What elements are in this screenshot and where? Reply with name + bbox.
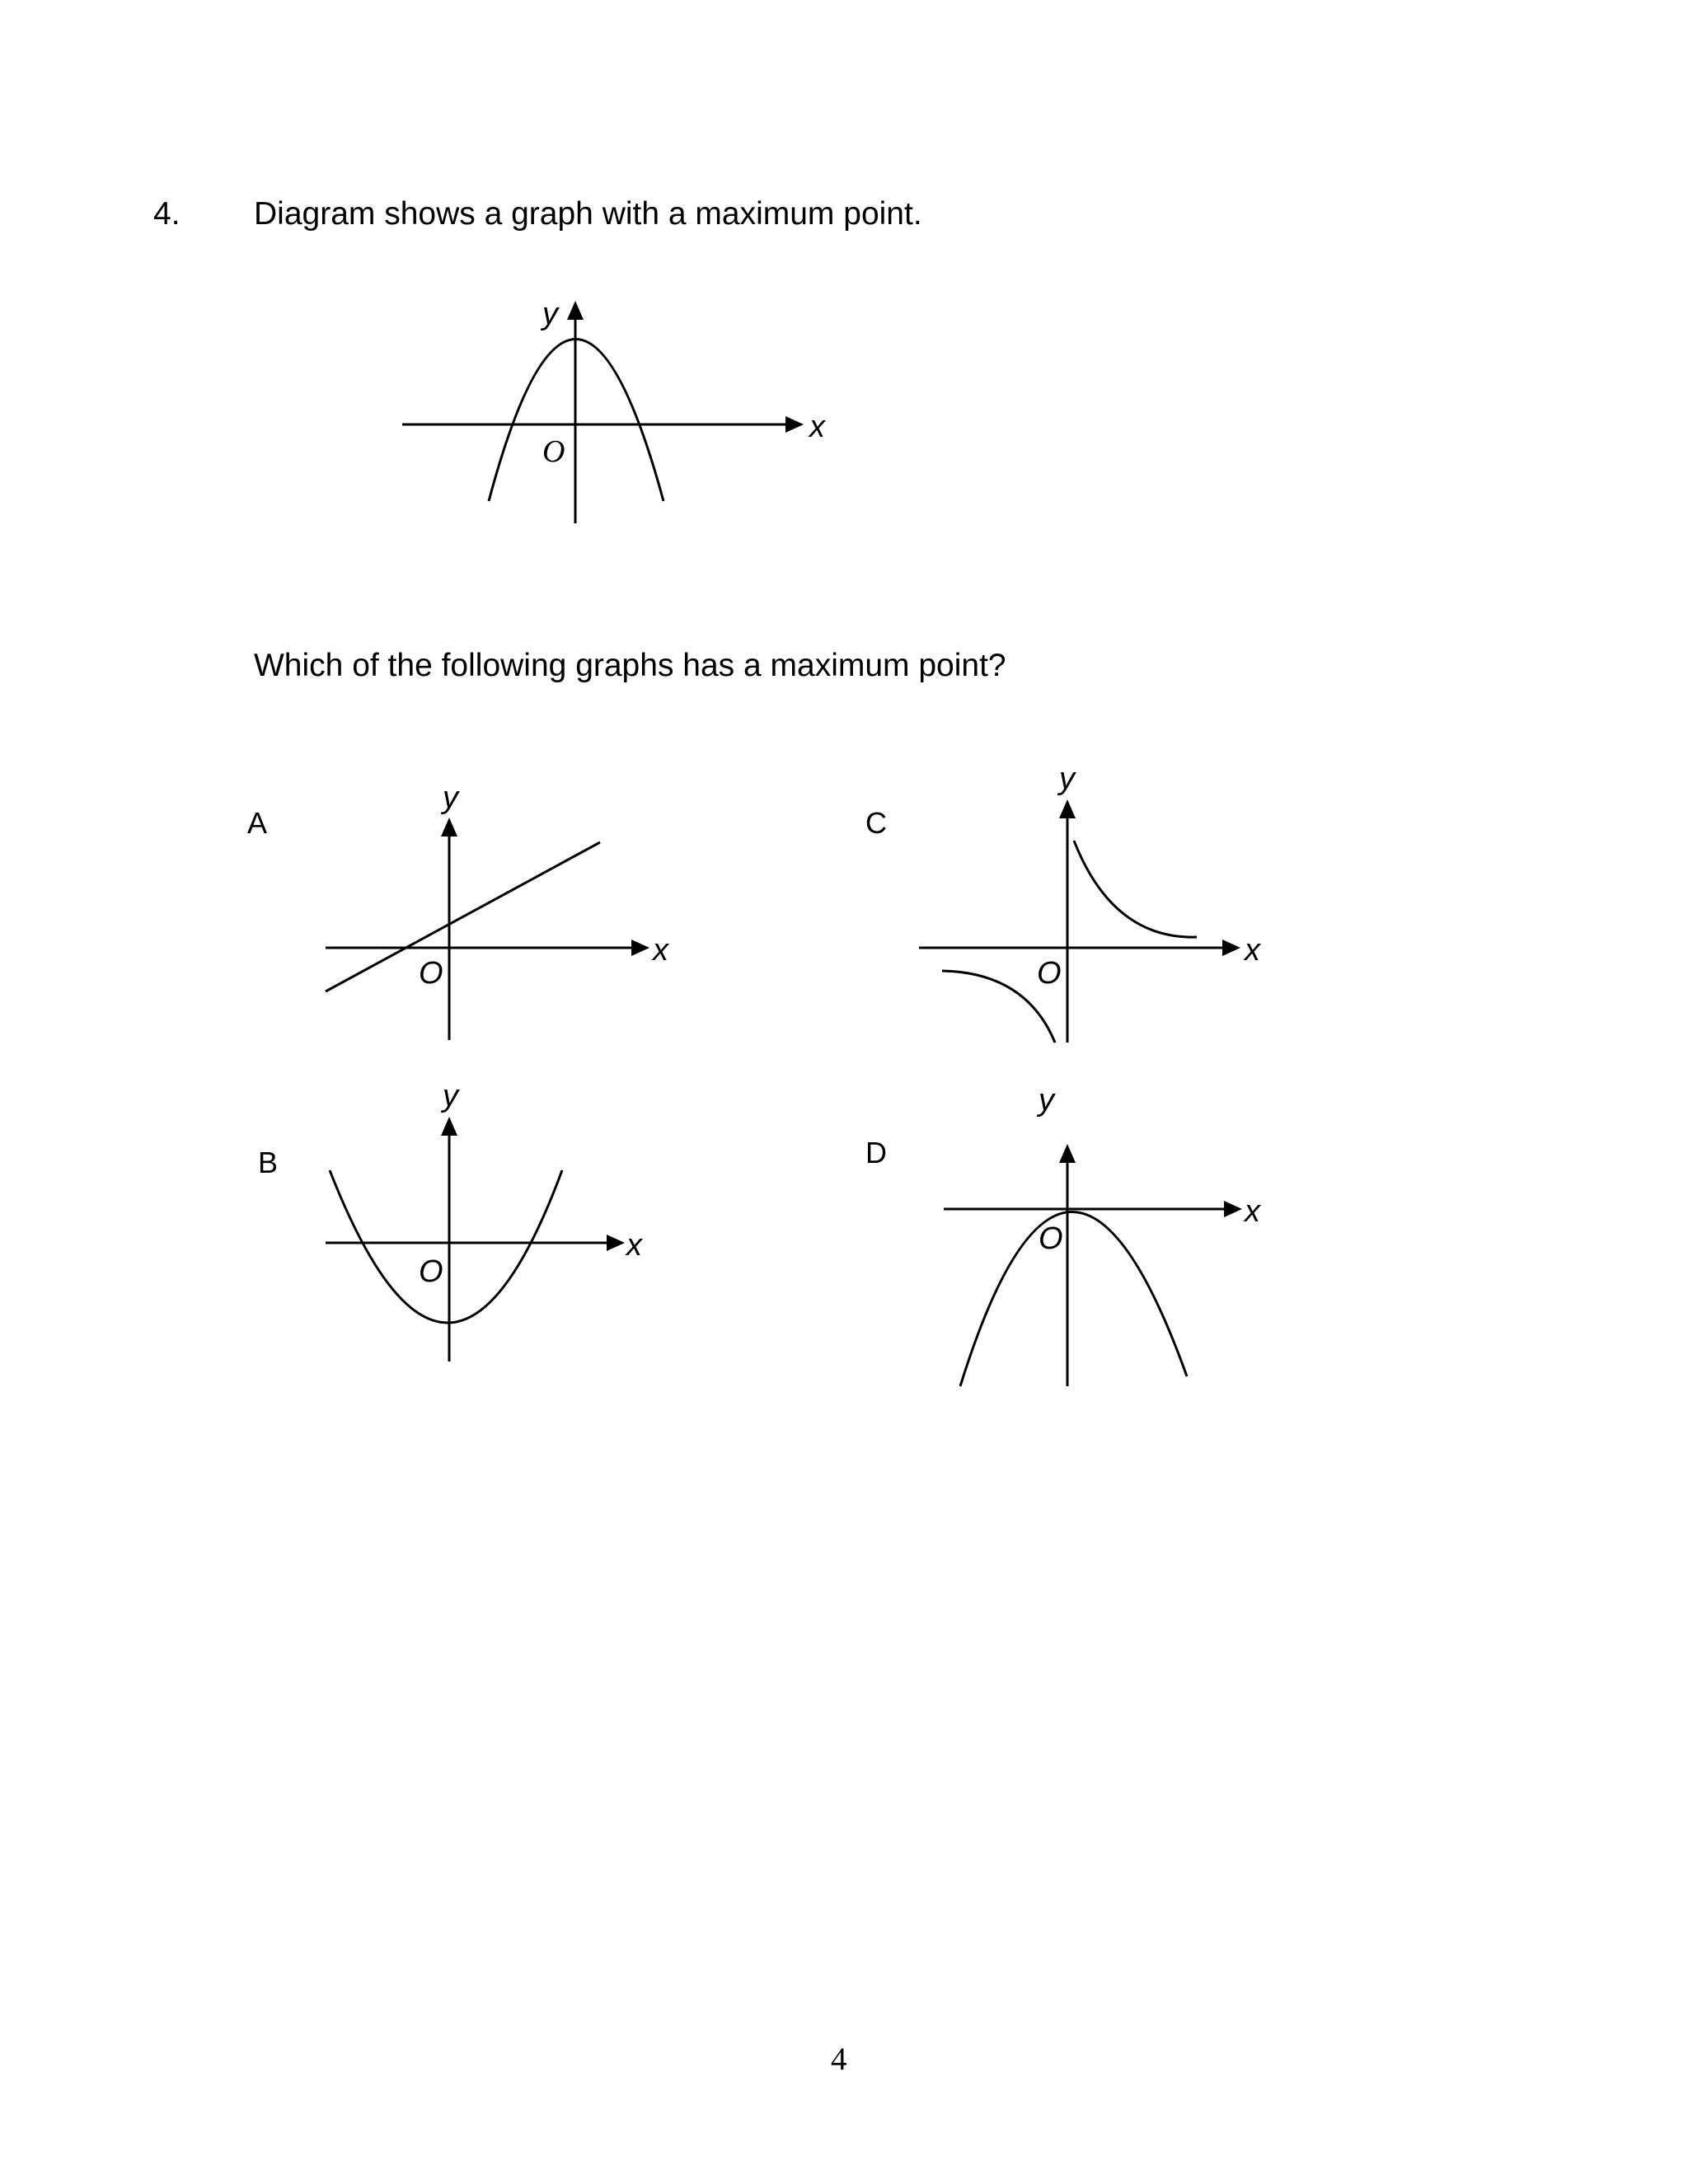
main-y-label: y (542, 297, 558, 331)
option-c-y-arrowhead (1059, 799, 1076, 818)
option-d-letter: D (865, 1136, 887, 1169)
option-a-line (326, 842, 600, 991)
option-b-x-arrowhead (607, 1235, 625, 1251)
option-c-y-label: y (1059, 762, 1075, 796)
main-origin-label: O (542, 434, 565, 469)
option-b-origin-label: O (419, 1254, 443, 1289)
option-c-origin-label: O (1037, 956, 1062, 991)
option-c-x-label: x (1245, 933, 1260, 968)
option-b-curve (330, 1170, 562, 1323)
option-d-graph (944, 1083, 1262, 1386)
option-a-x-label: x (653, 933, 668, 968)
main-y-arrowhead (567, 301, 584, 320)
option-b-letter: B (258, 1146, 279, 1179)
option-a-x-arrowhead (631, 940, 649, 956)
option-a-y-arrowhead (441, 818, 457, 837)
question-text: Diagram shows a graph with a maximum point. (254, 196, 922, 232)
option-d-x-label: x (1245, 1194, 1260, 1229)
option-c-x-arrowhead (1222, 940, 1240, 956)
option-d-curve (960, 1212, 1187, 1386)
option-c-graph (919, 762, 1262, 1043)
option-d-origin-label: O (1039, 1221, 1063, 1256)
question-prompt: Which of the following graphs has a maximum point? (254, 648, 1006, 683)
option-d-y-arrowhead (1059, 1144, 1076, 1163)
option-d-y-label: y (1039, 1083, 1054, 1118)
option-c-curve-upper (1074, 841, 1197, 937)
question-number: 4. (153, 196, 181, 232)
option-a-letter: A (247, 806, 268, 840)
option-b-y-arrowhead (441, 1117, 457, 1136)
main-x-arrowhead (785, 416, 804, 433)
main-x-label: x (809, 410, 825, 444)
option-c-letter: C (865, 806, 887, 840)
option-a-graph (326, 780, 670, 1040)
option-b-x-label: x (626, 1228, 642, 1263)
option-b-y-label: y (443, 1079, 458, 1113)
option-b-graph (326, 1079, 644, 1361)
option-d-x-arrowhead (1224, 1201, 1242, 1217)
option-a-y-label: y (443, 780, 458, 815)
option-a-origin-label: O (419, 956, 443, 991)
page-number: 4 (831, 2041, 847, 2077)
main-graph (402, 297, 827, 523)
